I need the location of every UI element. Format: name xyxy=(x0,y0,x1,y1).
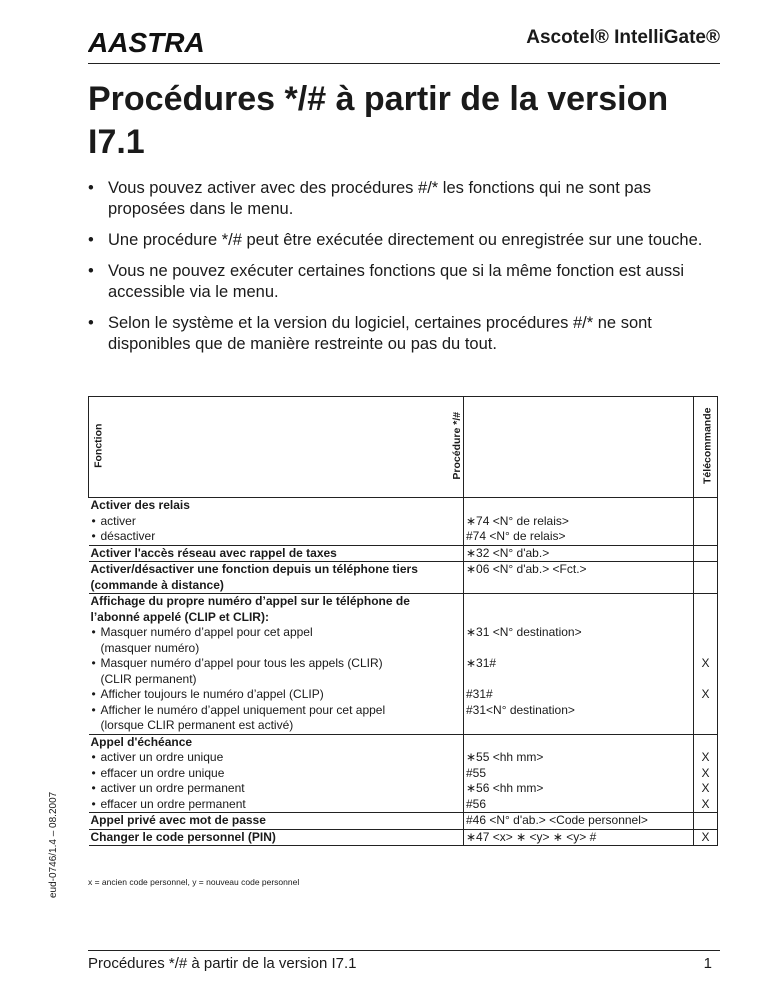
row-procedure: ∗56 <hh mm> xyxy=(464,781,694,797)
table-row xyxy=(89,498,718,514)
row-remote: X xyxy=(694,781,718,797)
row-procedure: ∗06 <N° d'ab.> <Fct.> xyxy=(464,562,694,594)
row-label: effacer un ordre permanent xyxy=(100,796,246,811)
row-procedure: #56 xyxy=(464,797,694,813)
table-row: • activer ∗74 <N° de relais> xyxy=(89,514,718,530)
row-procedure: ∗31# xyxy=(464,656,694,687)
table-row: • Masquer numéro d’appel pour cet appel (masquer numéro) ∗31 <N° destination> xyxy=(89,625,718,656)
row-label: activer xyxy=(100,513,136,528)
row-label: Masquer numéro d’appel pour cet appel xyxy=(100,625,313,639)
table-row: • désactiver #74 <N° de relais> xyxy=(89,529,718,545)
bullet-item: • Vous pouvez activer avec des procédures #/* les fonctions qui ne sont pas proposées dans le menu. xyxy=(88,179,651,218)
section-title: Changer le code personnel (PIN) xyxy=(89,829,464,846)
header-fonction: Fonction xyxy=(89,397,464,498)
table-row xyxy=(89,813,718,830)
row-remote: X xyxy=(694,797,718,813)
row-procedure: #31<N° destination> xyxy=(466,702,575,717)
row-procedure: ∗31 <N° destination> xyxy=(464,625,694,656)
table-header-row xyxy=(89,397,718,498)
row-procedure: ∗74 <N° de relais> xyxy=(464,514,694,530)
row-label: Masquer numéro d’appel pour tous les appels (CLIR) xyxy=(100,656,383,670)
bullet-item: • Vous ne pouvez exécuter certaines fonctions que si la même fonction est aussi accessible via le menu. xyxy=(88,262,684,301)
row-label-detail: (CLIR permanent) xyxy=(100,671,197,686)
footer-title: Procédures */# à partir de la version I7.1 xyxy=(88,955,357,972)
table-row xyxy=(89,734,718,750)
row-remote xyxy=(694,514,718,530)
table-row: • effacer un ordre permanent #56 X xyxy=(89,797,718,813)
row-remote xyxy=(694,625,718,656)
row-label-detail: (lorsque CLIR permanent est activé) xyxy=(100,718,294,732)
bullet-dot: • xyxy=(88,231,94,249)
bullet-dot: • xyxy=(88,314,94,332)
row-label: activer un ordre permanent xyxy=(100,781,245,795)
table-row: • activer un ordre permanent ∗56 <hh mm> X xyxy=(89,781,718,797)
table-row: • Afficher toujours le numéro d’appel (CLIP) • Afficher le numéro d’appel uniquement pour cet appel (lorsque CLIR permanent est activé) #31# #31<N° destination> X xyxy=(89,687,718,734)
row-label: effacer un ordre unique xyxy=(100,765,225,780)
product-name: Ascotel® IntelliGate® xyxy=(526,27,720,48)
row-label: Afficher toujours le numéro d’appel (CLIP) xyxy=(100,687,324,701)
row-remote: X xyxy=(701,687,710,701)
document-reference: eud-0746/1.4 – 08.2007 xyxy=(48,791,59,898)
row-label: activer un ordre unique xyxy=(100,750,224,764)
bullet-item: • Selon le système et la version du logiciel, certaines procédures #/* ne sont disponibles que de manière restreinte ou pas du tout. xyxy=(88,314,652,353)
aastra-logo xyxy=(88,28,228,56)
row-remote: X xyxy=(694,656,718,687)
bullet-item: • Une procédure */# peut être exécutée directement ou enregistrée sur une touche. xyxy=(88,231,703,249)
table-row xyxy=(89,562,718,594)
section-title: Affichage du propre numéro d’appel sur le téléphone de l’abonné appelé (CLIP et CLIR): xyxy=(89,594,464,626)
table-row: • activer un ordre unique ∗55 <hh mm> X xyxy=(89,750,718,766)
page-number: 1 xyxy=(703,955,712,972)
row-remote xyxy=(694,529,718,545)
row-procedure: #74 <N° de relais> xyxy=(464,529,694,545)
section-title: Appel privé avec mot de passe xyxy=(89,813,464,830)
section-title: Activer/désactiver une fonction depuis un téléphone tiers (commande à distance) xyxy=(89,562,464,594)
table-row: • effacer un ordre unique #55 X xyxy=(89,766,718,782)
table-footnote: x = ancien code personnel, y = nouveau code personnel xyxy=(88,877,300,887)
row-label-detail: (masquer numéro) xyxy=(100,640,200,655)
footer-rule xyxy=(88,950,720,951)
row-procedure: #46 <N° d'ab.> <Code personnel> xyxy=(464,813,694,830)
table-row xyxy=(89,594,718,626)
header-procedure: Procédure */# xyxy=(464,397,694,498)
row-label: Afficher le numéro d’appel uniquement pour cet appel xyxy=(100,702,386,717)
table-row: • Masquer numéro d’appel pour tous les appels (CLIR) (CLIR permanent) ∗31# X xyxy=(89,656,718,687)
section-title: Activer des relais xyxy=(89,498,464,514)
bullet-dot: • xyxy=(88,262,94,280)
procedures-table xyxy=(88,396,718,846)
row-procedure: #31# xyxy=(466,687,493,701)
row-remote xyxy=(694,813,718,830)
section-title: Appel d'échéance xyxy=(89,734,464,750)
row-remote: X xyxy=(694,750,718,766)
table-row xyxy=(89,829,718,846)
row-procedure: ∗55 <hh mm> xyxy=(464,750,694,766)
bullet-dot: • xyxy=(88,179,94,197)
row-procedure: #55 xyxy=(464,766,694,782)
table-row xyxy=(89,545,718,562)
row-remote: X xyxy=(694,829,718,846)
row-remote xyxy=(694,545,718,562)
section-title: Activer l'accès réseau avec rappel de taxes xyxy=(89,545,464,562)
row-procedure: ∗47 <x> ∗ <y> ∗ <y> # xyxy=(464,829,694,846)
header-rule xyxy=(88,63,720,64)
row-remote: X xyxy=(694,766,718,782)
svg-text:AASTRA: AASTRA xyxy=(88,28,205,56)
row-procedure: ∗32 <N° d'ab.> xyxy=(464,545,694,562)
row-label: désactiver xyxy=(100,529,156,543)
header-telecommande: Télécommande xyxy=(694,397,718,498)
intro-bullet-list xyxy=(86,178,716,365)
row-remote xyxy=(694,562,718,594)
page-title: Procédures */# à partir de la version I7.1 xyxy=(88,80,669,161)
